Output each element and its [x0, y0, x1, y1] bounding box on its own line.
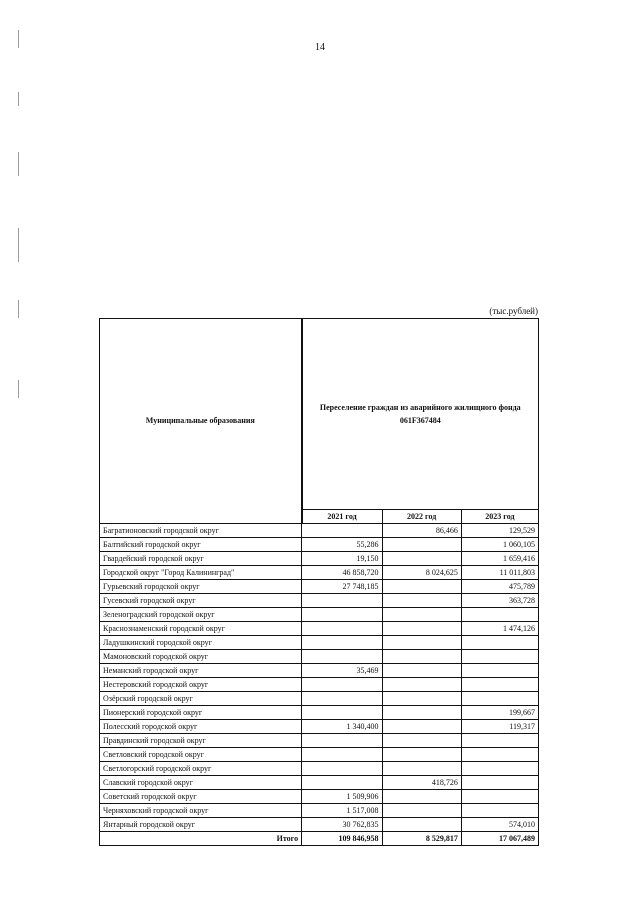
value-2023 — [461, 692, 538, 706]
value-2022: 418,726 — [382, 776, 461, 790]
municipality-name: Гусевский городской округ — [100, 594, 302, 608]
value-2021 — [302, 636, 382, 650]
header-municipalities: Муниципальные образования — [100, 319, 302, 524]
value-2022 — [382, 552, 461, 566]
municipality-name: Гвардейский городской округ — [100, 552, 302, 566]
table-row — [100, 622, 539, 636]
municipality-name: Светловский городской округ — [100, 748, 302, 762]
municipality-name: Неманский городской округ — [100, 664, 302, 678]
table-row — [100, 594, 539, 608]
value-2021 — [302, 776, 382, 790]
municipality-name: Пионерский городской округ — [100, 706, 302, 720]
header-year-2021: 2021 год — [302, 510, 382, 524]
value-2021 — [302, 678, 382, 692]
value-2023: 11 011,803 — [461, 566, 538, 580]
value-2022 — [382, 692, 461, 706]
value-2023: 475,789 — [461, 580, 538, 594]
value-2022 — [382, 706, 461, 720]
units-note: (тыс.рублей) — [489, 306, 538, 316]
value-2022 — [382, 748, 461, 762]
value-2021 — [302, 706, 382, 720]
value-2021 — [302, 608, 382, 622]
value-2021 — [302, 692, 382, 706]
value-2022 — [382, 580, 461, 594]
value-2022 — [382, 594, 461, 608]
value-2023 — [461, 776, 538, 790]
table-row — [100, 692, 539, 706]
value-2022 — [382, 622, 461, 636]
value-2021: 30 762,835 — [302, 818, 382, 832]
value-2021 — [302, 594, 382, 608]
municipality-name: Мамоновский городской округ — [100, 650, 302, 664]
value-2023 — [461, 664, 538, 678]
table-row — [100, 580, 539, 594]
value-2022 — [382, 664, 461, 678]
value-2021: 27 748,185 — [302, 580, 382, 594]
value-2021 — [302, 762, 382, 776]
value-2023: 1 659,416 — [461, 552, 538, 566]
value-2021 — [302, 734, 382, 748]
value-2022 — [382, 762, 461, 776]
table-row — [100, 720, 539, 734]
value-2021 — [302, 622, 382, 636]
value-2021 — [302, 650, 382, 664]
municipality-name: Славский городской округ — [100, 776, 302, 790]
table-row — [100, 776, 539, 790]
municipality-name: Краснознаменский городской округ — [100, 622, 302, 636]
total-2022: 8 529,817 — [382, 832, 461, 846]
margin-line — [18, 228, 19, 262]
total-row — [100, 832, 539, 846]
table-row — [100, 706, 539, 720]
municipality-name: Багратионовский городской округ — [100, 524, 302, 538]
municipality-name: Зеленоградский городской округ — [100, 608, 302, 622]
value-2023 — [461, 734, 538, 748]
municipality-name: Гурьевский городской округ — [100, 580, 302, 594]
total-2021: 109 846,958 — [302, 832, 382, 846]
table-row — [100, 636, 539, 650]
value-2023 — [461, 678, 538, 692]
margin-line — [18, 300, 19, 318]
value-2022 — [382, 818, 461, 832]
value-2022 — [382, 608, 461, 622]
municipality-name: Городской округ "Город Калининград" — [100, 566, 302, 580]
value-2022 — [382, 538, 461, 552]
table-body — [100, 524, 539, 832]
page-number: 14 — [315, 42, 325, 53]
table-row — [100, 734, 539, 748]
funding-table — [99, 318, 539, 846]
municipality-name: Ладушкинский городской округ — [100, 636, 302, 650]
table-row — [100, 566, 539, 580]
municipality-name: Светлогорский городской округ — [100, 762, 302, 776]
value-2023 — [461, 608, 538, 622]
value-2021: 1 340,400 — [302, 720, 382, 734]
table-row — [100, 608, 539, 622]
table-row — [100, 650, 539, 664]
value-2022 — [382, 650, 461, 664]
value-2021 — [302, 524, 382, 538]
value-2021: 35,469 — [302, 664, 382, 678]
value-2021 — [302, 748, 382, 762]
table-row — [100, 524, 539, 538]
municipality-name: Черняховский городской округ — [100, 804, 302, 818]
value-2023: 1 060,105 — [461, 538, 538, 552]
value-2022: 86,466 — [382, 524, 461, 538]
value-2021: 1 517,008 — [302, 804, 382, 818]
value-2023: 119,317 — [461, 720, 538, 734]
value-2022: 8 024,625 — [382, 566, 461, 580]
value-2022 — [382, 636, 461, 650]
value-2023: 574,010 — [461, 818, 538, 832]
table-row — [100, 804, 539, 818]
value-2022 — [382, 790, 461, 804]
table-row — [100, 552, 539, 566]
header-year-2022: 2022 год — [382, 510, 461, 524]
value-2023 — [461, 636, 538, 650]
margin-line — [18, 380, 19, 398]
value-2021: 55,286 — [302, 538, 382, 552]
municipality-name: Балтийский городской округ — [100, 538, 302, 552]
municipality-name: Правдинский городской округ — [100, 734, 302, 748]
value-2022 — [382, 804, 461, 818]
table-row — [100, 538, 539, 552]
value-2023 — [461, 762, 538, 776]
value-2023 — [461, 804, 538, 818]
table-row — [100, 818, 539, 832]
margin-line — [18, 152, 19, 176]
value-2023: 1 474,126 — [461, 622, 538, 636]
table-row — [100, 748, 539, 762]
value-2021: 46 858,720 — [302, 566, 382, 580]
table-row — [100, 762, 539, 776]
municipality-name: Озёрский городской округ — [100, 692, 302, 706]
value-2023 — [461, 748, 538, 762]
table-row — [100, 790, 539, 804]
value-2022 — [382, 734, 461, 748]
margin-line — [18, 92, 19, 106]
municipality-name: Полесский городской округ — [100, 720, 302, 734]
value-2022 — [382, 678, 461, 692]
value-2021: 19,150 — [302, 552, 382, 566]
header-year-2023: 2023 год — [461, 510, 538, 524]
value-2023: 199,667 — [461, 706, 538, 720]
total-label: Итого — [100, 832, 302, 846]
municipality-name: Янтарный городской округ — [100, 818, 302, 832]
municipality-name: Нестеровский городской округ — [100, 678, 302, 692]
table-row — [100, 664, 539, 678]
value-2022 — [382, 720, 461, 734]
table-row — [100, 678, 539, 692]
header-program-title: Переселение граждан из аварийного жилищного фонда 061F367484 — [302, 319, 539, 510]
value-2021: 1 509,906 — [302, 790, 382, 804]
value-2023 — [461, 650, 538, 664]
value-2023: 363,728 — [461, 594, 538, 608]
value-2023 — [461, 790, 538, 804]
municipality-name: Советский городской округ — [100, 790, 302, 804]
value-2023: 129,529 — [461, 524, 538, 538]
total-2023: 17 067,489 — [461, 832, 538, 846]
